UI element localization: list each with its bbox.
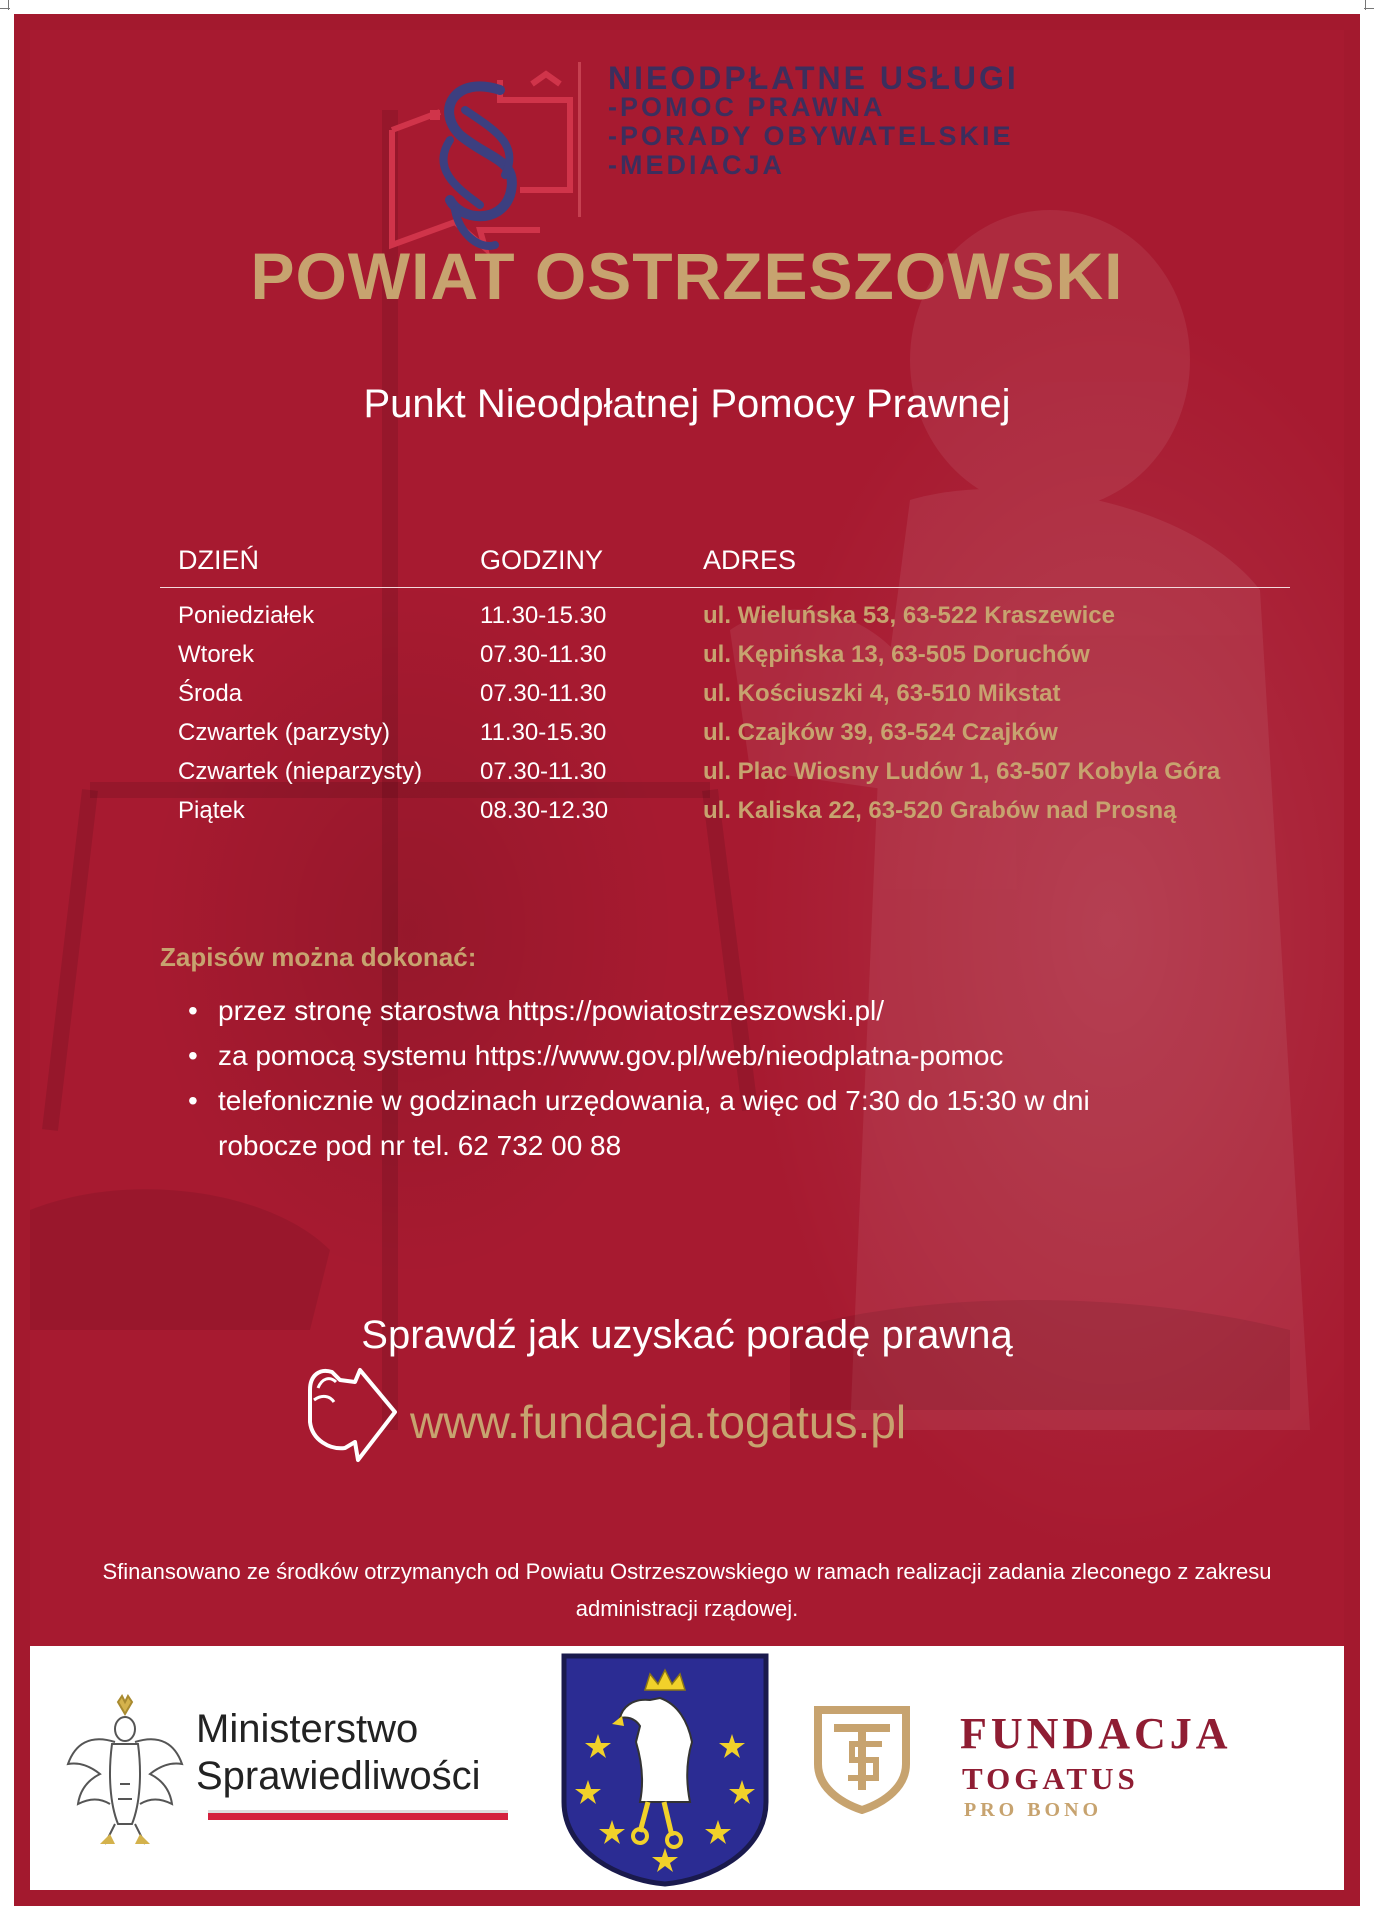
page-title: POWIAT OSTRZESZOWSKI <box>250 239 1124 313</box>
row-hours: 11.30-15.30 <box>480 719 607 746</box>
page-subtitle: Punkt Nieodpłatnej Pomocy Prawnej <box>363 382 1011 426</box>
header-hours: GODZINY <box>480 545 604 575</box>
list-item: • telefonicznie w godzinach urzędowania, a więc od 7:30 do 15:30 w dni robocze pod nr tel. 62 732 00 88 <box>188 1078 1188 1168</box>
row-address: ul. Czajków 39, 63-524 Czajków <box>703 719 1058 746</box>
header-divider <box>160 587 1290 588</box>
logo-text <box>608 60 1019 180</box>
row-day: Poniedziałek <box>178 602 315 629</box>
flag-stripe <box>208 1810 508 1816</box>
row-day: Wtorek <box>178 641 255 668</box>
row-hours: 11.30-15.30 <box>480 602 607 629</box>
row-hours: 08.30-12.30 <box>480 797 609 824</box>
table-row <box>160 758 1290 797</box>
logo-line: -MEDIACJA <box>608 150 786 180</box>
row-address: ul. Kępińska 13, 63-505 Doruchów <box>703 641 1090 668</box>
row-day: Piątek <box>178 797 245 824</box>
table-row <box>160 641 1290 680</box>
row-address: ul. Wieluńska 53, 63-522 Kraszewice <box>703 602 1115 629</box>
header-address: ADRES <box>703 545 797 575</box>
row-day: Środa <box>178 680 243 707</box>
funding-note: Sfinansowano ze środków otrzymanych od Powiatu Ostrzeszowskiego w ramach realizacji zadania zleconego z zakresu administracji rządowej. <box>102 1559 1272 1621</box>
table-row <box>160 602 1290 641</box>
row-address: ul. Plac Wiosny Ludów 1, 63-507 Kobyla Góra <box>703 758 1221 785</box>
schedule-table <box>160 545 1290 824</box>
ministry-name <box>196 1706 481 1800</box>
logo-line: -PORADY OBYWATELSKIE <box>608 121 1014 151</box>
foundation-tagline: PRO BONO <box>964 1799 1103 1821</box>
foundation-link[interactable]: www.fundacja.togatus.pl <box>410 1396 907 1448</box>
foundation-name: FUNDACJA <box>960 1709 1232 1758</box>
table-header <box>160 545 1290 587</box>
partner-logos <box>30 1646 1344 1890</box>
row-day: Czwartek (parzysty) <box>178 719 391 746</box>
registration-title: Zapisów można dokonać: <box>160 942 477 972</box>
pointing-hand-icon <box>300 1360 400 1470</box>
logo-divider <box>578 62 581 217</box>
table-row <box>160 797 1290 836</box>
logo-line: NIEODPŁATNE USŁUGI <box>608 60 1019 96</box>
list-item: • przez stronę starostwa https://powiatostrzeszowski.pl/ <box>188 988 1188 1033</box>
logo-line: -POMOC PRAWNA <box>608 92 886 122</box>
row-hours: 07.30-11.30 <box>480 641 607 668</box>
ministry-line1: Ministerstwo <box>196 1707 419 1751</box>
table-row <box>160 719 1290 758</box>
paragraph-book-logo-icon <box>360 50 610 270</box>
row-address: ul. Kaliska 22, 63-520 Grabów nad Prosną <box>703 797 1177 824</box>
polish-eagle-icon <box>60 1694 190 1850</box>
table-row <box>160 680 1290 719</box>
row-hours: 07.30-11.30 <box>480 758 607 785</box>
togatus-shield-icon <box>812 1704 912 1814</box>
foundation-name-2: TOGATUS <box>962 1761 1139 1796</box>
list-item: • za pomocą systemu https://www.gov.pl/web/nieodplatna-pomoc <box>188 1033 1188 1078</box>
row-hours: 07.30-11.30 <box>480 680 607 707</box>
row-day: Czwartek (nieparzysty) <box>178 758 423 785</box>
ministry-line2: Sprawiedliwości <box>196 1754 481 1798</box>
row-address: ul. Kościuszki 4, 63-510 Mikstat <box>703 680 1061 707</box>
header-day: DZIEŃ <box>178 545 259 575</box>
county-coat-of-arms-icon <box>560 1652 770 1888</box>
registration-list <box>188 988 1188 1168</box>
cta-text: Sprawdź jak uzyskać poradę prawną <box>361 1313 1013 1357</box>
